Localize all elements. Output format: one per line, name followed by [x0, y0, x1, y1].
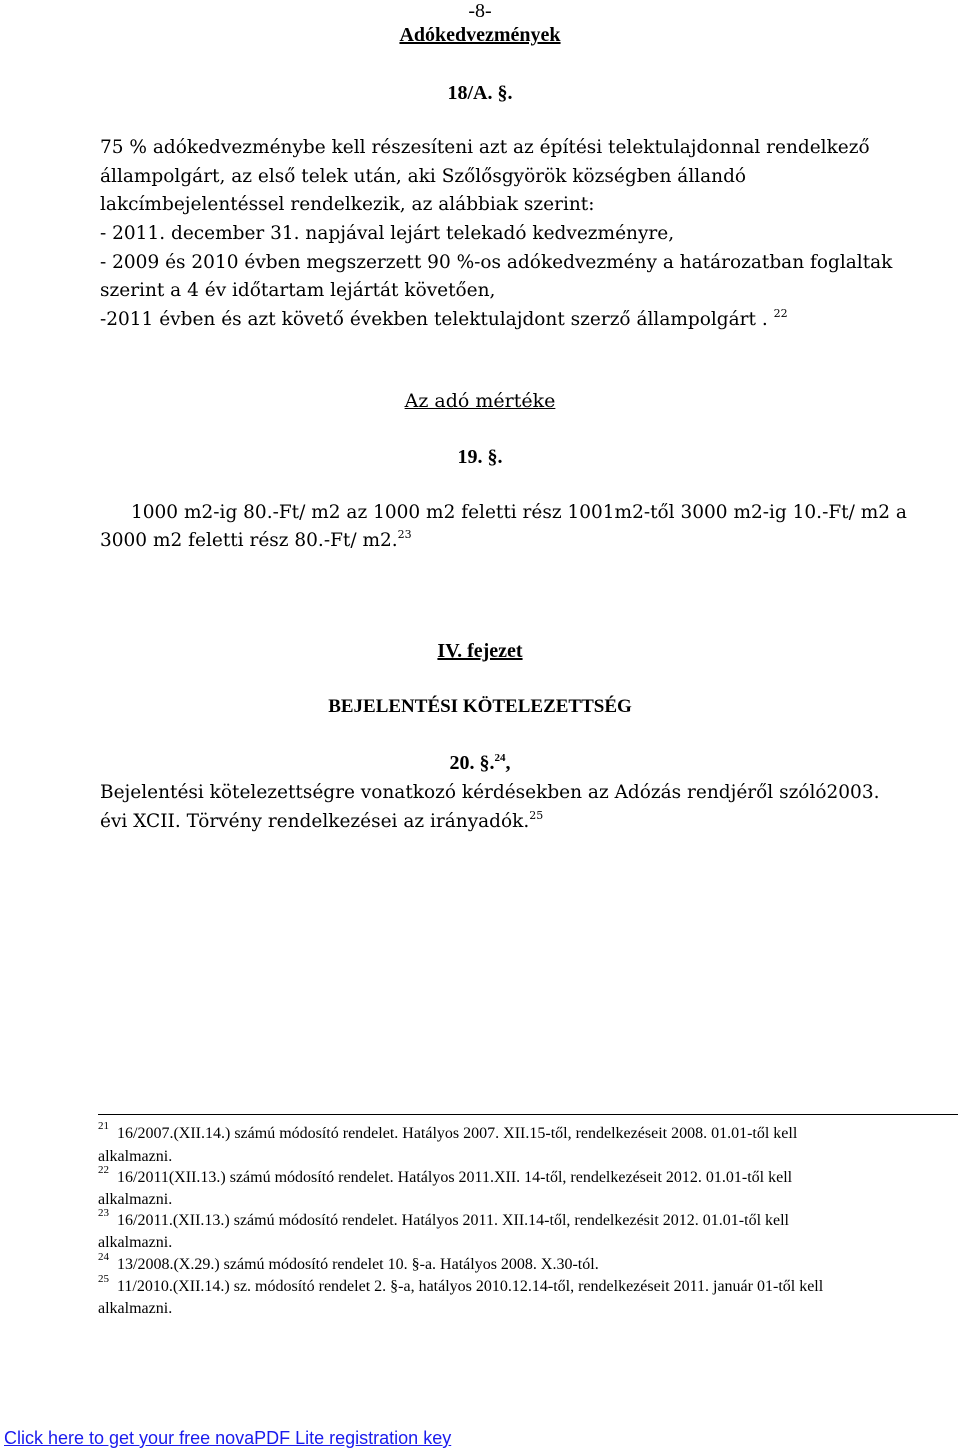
chapter-title: IV. fejezet	[437, 640, 523, 662]
footnote-21	[98, 1120, 798, 1144]
paragraph-number-20	[0, 752, 960, 775]
footnote-23-cont: alkalmazni.	[98, 1234, 173, 1251]
footnote-25	[98, 1273, 824, 1297]
novapdf-registration-link[interactable]: Click here to get your free novaPDF Lite registration key	[4, 1428, 452, 1448]
footnote-ref-24: 24	[494, 752, 506, 764]
footnote-text: 16/2011(XII.13.) számú módosító rendelet. Hatályos 2011.XII. 14-től, rendelkezéseit 2012. 01.01-től kell	[117, 1169, 793, 1186]
body-line: szerint a 4 év időtartam lejártát követően,	[100, 280, 496, 301]
footnote-ref-23: 23	[397, 528, 412, 541]
footnote-text: 16/2011.(XII.13.) számú módosító rendelet. Hatályos 2011. XII.14-től, rendelkezésit 2012. 01.01-től kell	[117, 1212, 789, 1229]
footnote-number: 22	[98, 1164, 109, 1176]
footnote-number: 21	[98, 1120, 109, 1132]
paragraph-number-20-suffix: ,	[505, 752, 511, 774]
footnote-22-cont: alkalmazni.	[98, 1191, 173, 1208]
body-line	[100, 309, 788, 331]
footnote-number: 25	[98, 1273, 109, 1285]
footnote-text: 13/2008.(X.29.) számú módosító rendelet 10. §-a. Hatályos 2008. X.30-tól.	[117, 1256, 599, 1273]
section-title-adokedvezmenyek: Adókedvezmények	[399, 24, 561, 46]
footnote-24	[98, 1251, 599, 1275]
body-line-text: évi XCII. Törvény rendelkezései az irányadók.	[100, 811, 530, 832]
footnote-text: 11/2010.(XII.14.) sz. módosító rendelet 2. §-a, hatályos 2010.12.14-től, rendelkezéseit 2011. január 01-től kell	[117, 1278, 824, 1295]
footnote-25-cont: alkalmazni.	[98, 1300, 173, 1317]
body-line: 75 % adókedvezménybe kell részesíteni azt az építési telektulajdonnal rendelkező	[100, 137, 870, 158]
body-line: Bejelentési kötelezettségre vonatkozó kérdésekben az Adózás rendjéről szóló2003.	[100, 782, 880, 803]
rate-line: 1000 m2-ig 80.-Ft/ m2 az 1000 m2 feletti rész 1001m2-től 3000 m2-ig 10.-Ft/ m2 a	[131, 502, 907, 523]
paragraph-number-20-text: 20. §.	[449, 752, 495, 774]
body-line: - 2009 és 2010 évben megszerzett 90 %-os adókedvezmény a határozatban foglaltak	[100, 252, 893, 273]
body-line-text: -2011 évben és azt követő években telektulajdont szerző állampolgárt .	[100, 309, 768, 330]
footnote-text: 16/2007.(XII.14.) számú módosító rendelet. Hatályos 2007. XII.15-től, rendelkezéseit 2008. 01.01-től kell	[117, 1125, 798, 1142]
footnote-number: 24	[98, 1251, 109, 1263]
section-title-bejelentesi: BEJELENTÉSI KÖTELEZETTSÉG	[328, 696, 632, 717]
body-line: lakcímbejelentéssel rendelkezik, az alábbiak szerint:	[100, 194, 595, 215]
footnote-21-cont: alkalmazni.	[98, 1148, 173, 1165]
page-number: -8-	[468, 0, 492, 22]
footnote-22	[98, 1164, 793, 1188]
paragraph-number-19: 19. §.	[457, 446, 503, 468]
paragraph-number-18a: 18/A. §.	[447, 82, 513, 104]
rate-line	[100, 530, 412, 552]
footnote-ref-22: 22	[773, 307, 788, 320]
rate-line-text: 3000 m2 feletti rész 80.-Ft/ m2.	[100, 530, 398, 551]
footnote-number: 23	[98, 1207, 109, 1219]
footnote-divider	[98, 1114, 958, 1115]
body-line	[100, 811, 543, 833]
section-title-ado-merteke: Az adó mértéke	[404, 390, 556, 412]
body-line: - 2011. december 31. napjával lejárt telekadó kedvezményre,	[100, 223, 675, 244]
footnote-23	[98, 1207, 789, 1231]
body-line: állampolgárt, az első telek után, aki Szőlősgyörök községben állandó	[100, 166, 747, 187]
footnote-ref-25: 25	[529, 809, 544, 822]
